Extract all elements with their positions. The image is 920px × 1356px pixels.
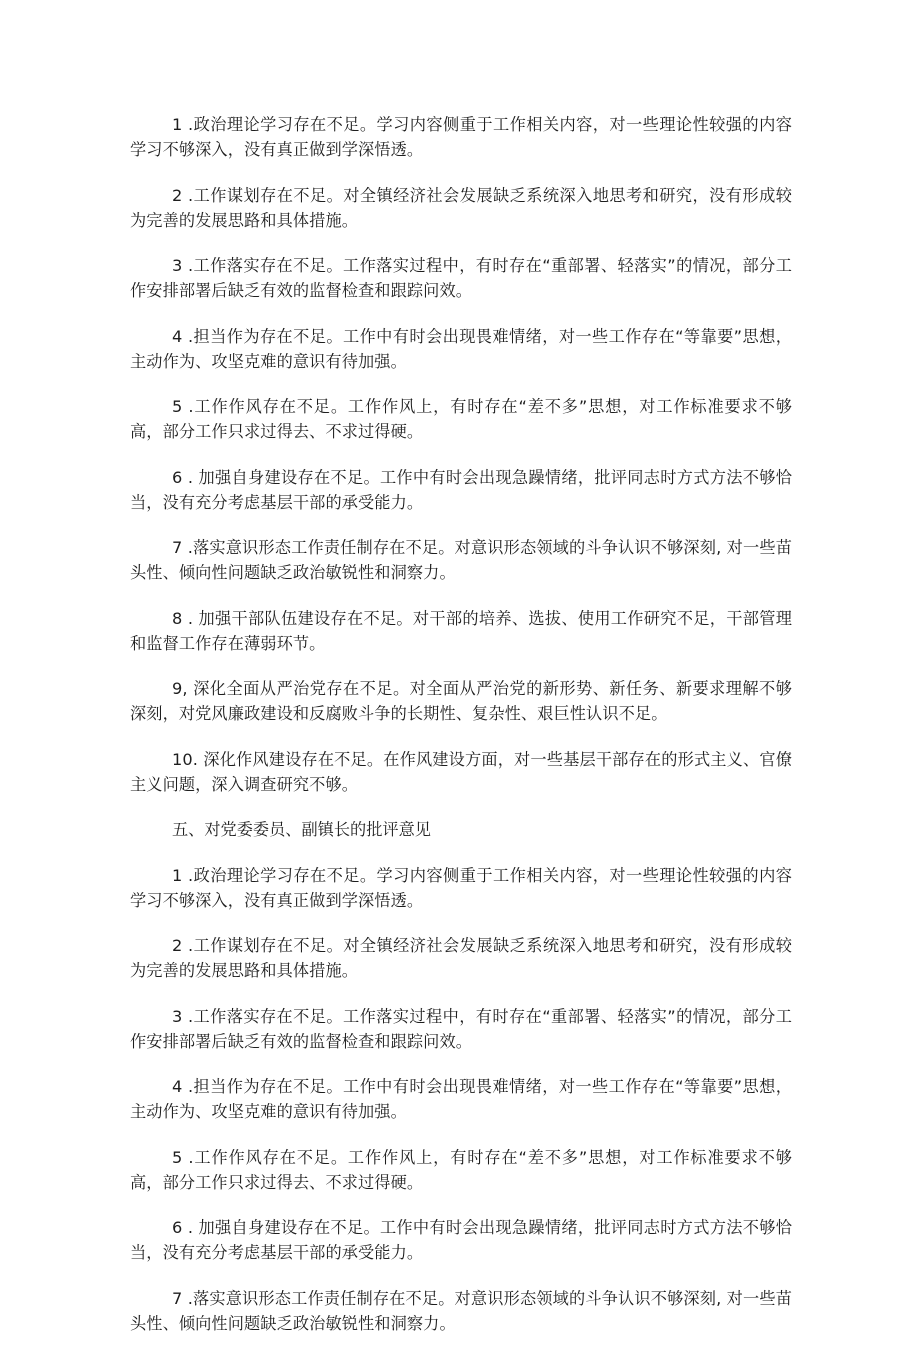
section-paragraph-2: 2 .工作谋划存在不足。对全镇经济社会发展缺乏系统深入地思考和研究，没有形成较为完善的发展思路和具体措施。 (130, 936, 792, 980)
paragraph-4: 4 .担当作为存在不足。工作中有时会出现畏难情绪，对一些工作存在“等靠要”思想，主动作为、攻坚克难的意识有待加强。 (130, 326, 792, 371)
paragraph-1: 1 .政治理论学习存在不足。学习内容侧重于工作相关内容，对一些理论性较强的内容学习不够深入，没有真正做到学深悟透。 (130, 115, 792, 159)
paragraph-8: 8 . 加强干部队伍建设存在不足。对干部的培养、选拔、使用工作研究不足，干部管理和监督工作存在薄弱环节。 (130, 608, 792, 653)
document-body (130, 112, 792, 1356)
section-paragraph-1: 1 .政治理论学习存在不足。学习内容侧重于工作相关内容，对一些理论性较强的内容学习不够深入，没有真正做到学深悟透。 (130, 865, 792, 910)
paragraph-5: 5 .工作作风存在不足。工作作风上，有时存在“差不多”思想，对工作标准要求不够高，部分工作只求过得去、不求过得硬。 (130, 397, 792, 441)
paragraph-10: 10. 深化作风建设存在不足。在作风建设方面，对一些基层干部存在的形式主义、官僚主义问题，深入调查研究不够。 (130, 749, 792, 794)
section-paragraph-6: 6 . 加强自身建设存在不足。工作中有时会出现急躁情绪，批评同志时方式方法不够恰当，没有充分考虑基层干部的承受能力。 (130, 1218, 792, 1262)
section-paragraph-4: 4 .担当作为存在不足。工作中有时会出现畏难情绪，对一些工作存在“等靠要”思想，主动作为、攻坚克难的意识有待加强。 (130, 1077, 792, 1121)
paragraph-2: 2 .工作谋划存在不足。对全镇经济社会发展缺乏系统深入地思考和研究，没有形成较为完善的发展思路和具体措施。 (130, 185, 792, 230)
section-paragraph-3: 3 .工作落实存在不足。工作落实过程中，有时存在“重部署、轻落实”的情况，部分工作安排部署后缺乏有效的监督检查和跟踪问效。 (130, 1006, 792, 1051)
paragraph-3: 3 .工作落实存在不足。工作落实过程中，有时存在“重部署、轻落实”的情况，部分工作安排部署后缺乏有效的监督检查和跟踪问效。 (130, 256, 792, 300)
section-paragraph-5: 5 .工作作风存在不足。工作作风上，有时存在“差不多”思想，对工作标准要求不够高，部分工作只求过得去、不求过得硬。 (130, 1147, 792, 1192)
paragraph-9: 9, 深化全面从严治党存在不足。对全面从严治党的新形势、新任务、新要求理解不够深刻，对党风廉政建设和反腐败斗争的长期性、复杂性、艰巨性认识不足。 (130, 679, 792, 723)
section-heading: 五、对党委委员、副镇长的批评意见 (172, 820, 431, 839)
paragraph-7: 7 .落实意识形态工作责任制存在不足。对意识形态领域的斗争认识不够深刻, 对一些苗头性、倾向性问题缺乏政治敏锐性和洞察力。 (130, 538, 792, 582)
paragraph-6: 6 . 加强自身建设存在不足。工作中有时会出现急躁情绪，批评同志时方式方法不够恰当，没有充分考虑基层干部的承受能力。 (130, 467, 792, 512)
section-paragraph-7: 7 .落实意识形态工作责任制存在不足。对意识形态领域的斗争认识不够深刻, 对一些苗头性、倾向性问题缺乏政治敏锐性和洞察力。 (130, 1288, 792, 1333)
